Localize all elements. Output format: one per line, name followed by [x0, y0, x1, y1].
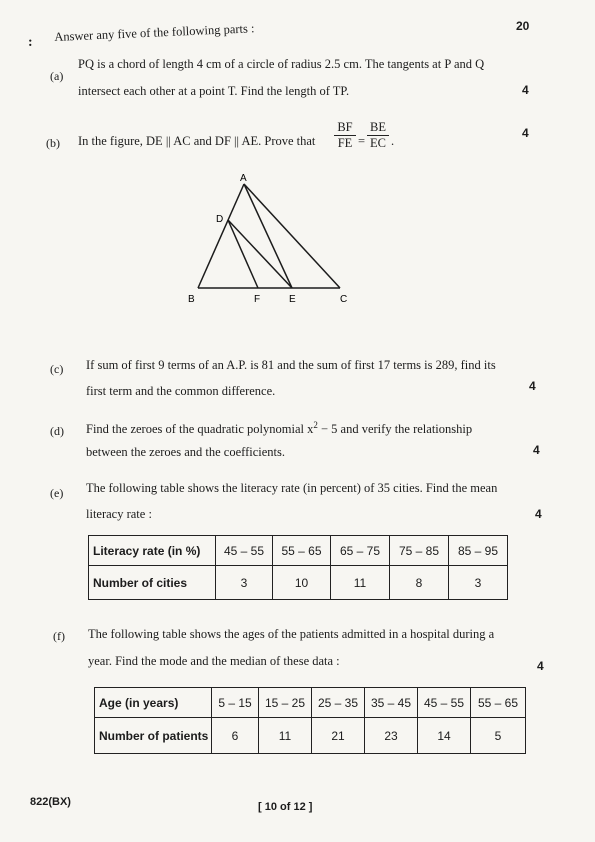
table-cell: 75 – 85: [390, 536, 449, 566]
table-cell: 3: [449, 566, 508, 600]
q-a-label: (a): [50, 69, 64, 83]
q-f-label: (f): [53, 629, 65, 643]
segment-de: [228, 220, 292, 288]
table-cell: 85 – 95: [449, 536, 508, 566]
q-d-label: (d): [50, 424, 64, 438]
section-marker: :: [28, 35, 33, 50]
table-row: [89, 536, 508, 566]
table-cell: 23: [365, 718, 418, 754]
q-c-line1: If sum of first 9 terms of an A.P. is 81 and the sum of first 17 terms is 289, find its: [86, 358, 496, 372]
patient-ages-table: [94, 687, 526, 754]
table-cell: 14: [418, 718, 471, 754]
segment-ab: [198, 184, 244, 288]
q-d-line1: [86, 420, 472, 437]
triangle-figure: [180, 170, 370, 310]
fraction-right-den: EC: [370, 136, 386, 150]
fraction-right-num: BE: [367, 120, 389, 136]
q-b-label: (b): [46, 136, 60, 150]
paper-code: 822(BX): [30, 796, 71, 808]
table-cell: 21: [312, 718, 365, 754]
table-cell: 6: [212, 718, 259, 754]
table-cell: 45 – 55: [418, 688, 471, 718]
page-number: [ 10 of 12 ]: [258, 801, 313, 813]
table-row: [89, 566, 508, 600]
table-cell: 3: [216, 566, 273, 600]
q-c-label: (c): [50, 362, 64, 376]
table-cell: 8: [390, 566, 449, 600]
table-header-cell: Number of cities: [89, 566, 216, 600]
table-cell: 45 – 55: [216, 536, 273, 566]
table-cell: 55 – 65: [471, 688, 526, 718]
table-cell: 11: [259, 718, 312, 754]
table-header-cell: Number of patients: [95, 718, 212, 754]
q-f-line2: year. Find the mode and the median of these data :: [88, 654, 340, 668]
q-b-text: In the figure, DE || AC and DF || AE. Prove that: [78, 134, 316, 148]
instruction: Answer any five of the following parts :: [54, 21, 255, 44]
table-cell: 5: [471, 718, 526, 754]
table-cell: 25 – 35: [312, 688, 365, 718]
q-a-marks: 4: [522, 83, 529, 97]
table-cell: 65 – 75: [331, 536, 390, 566]
table-row: [95, 688, 526, 718]
q-d-exponent: 2: [313, 420, 318, 430]
fraction-left-den: FE: [337, 136, 353, 150]
q-d-marks: 4: [533, 443, 540, 457]
segment-ac: [244, 184, 340, 288]
segment-df: [228, 220, 258, 288]
q-b-fraction-right: [367, 120, 389, 151]
q-f-marks: 4: [537, 659, 544, 673]
q-f-line1: The following table shows the ages of the patients admitted in a hospital during a: [88, 627, 495, 641]
point-f-label: F: [254, 294, 261, 305]
table-cell: 10: [273, 566, 331, 600]
q-b-marks: 4: [522, 126, 529, 140]
q-e-line2: literacy rate :: [86, 507, 152, 521]
table-cell: 15 – 25: [259, 688, 312, 718]
point-a-label: A: [240, 173, 247, 184]
table-cell: 5 – 15: [212, 688, 259, 718]
q-c-line2: first term and the common difference.: [86, 384, 276, 398]
q-e-marks: 4: [535, 507, 542, 521]
fraction-left-num: BF: [334, 120, 356, 136]
q-b-equals: =: [358, 134, 366, 148]
q-d-line1-pre: Find the zeroes of the quadratic polynomial x: [86, 422, 314, 437]
q-c-marks: 4: [529, 379, 536, 393]
table-cell: 11: [331, 566, 390, 600]
literacy-rate-table: [88, 535, 508, 600]
point-b-label: B: [188, 294, 195, 305]
table-header-cell: Literacy rate (in %): [89, 536, 216, 566]
q-e-label: (e): [50, 486, 64, 500]
q-e-line1: The following table shows the literacy rate (in percent) of 35 cities. Find the mean: [86, 481, 498, 495]
point-e-label: E: [289, 294, 296, 305]
q-a-line1: PQ is a chord of length 4 cm of a circle of radius 2.5 cm. The tangents at P and Q: [78, 57, 485, 71]
point-c-label: C: [340, 294, 348, 305]
q-b-end: .: [391, 134, 395, 148]
q-d-line2: between the zeroes and the coefficients.: [86, 445, 285, 459]
table-cell: 35 – 45: [365, 688, 418, 718]
q-a-line2: intersect each other at a point T. Find the length of TP.: [78, 84, 350, 98]
table-row: [95, 718, 526, 754]
table-cell: 55 – 65: [273, 536, 331, 566]
point-d-label: D: [216, 214, 224, 225]
q-b-fraction-left: [334, 120, 356, 151]
table-header-cell: Age (in years): [95, 688, 212, 718]
total-marks: 20: [516, 19, 530, 33]
q-d-line1-post: − 5 and verify the relationship: [317, 422, 473, 437]
